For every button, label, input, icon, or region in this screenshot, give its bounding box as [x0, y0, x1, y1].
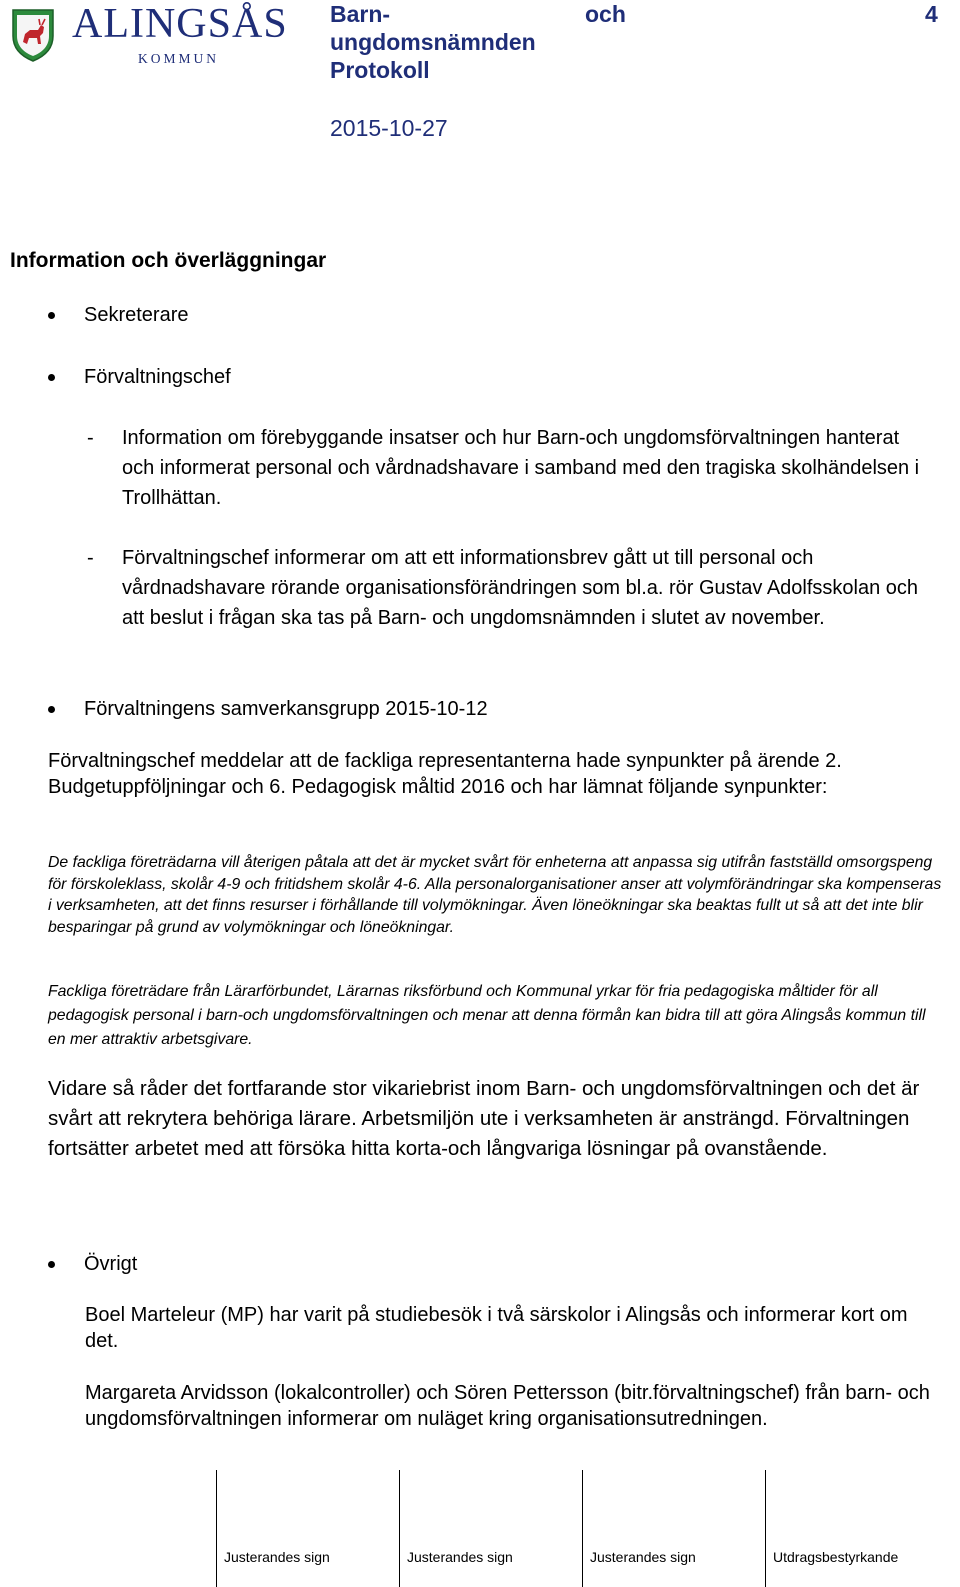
bullet-icon [48, 1261, 55, 1268]
dash-item-text: Information om förebyggande insatser och hur Barn-och ungdomsförvaltningen hanterat och informerat personal och vårdnadshavare i samband med den tragiska skolhändelsen i Trollhättan. [122, 427, 920, 509]
study-visit-paragraph: Boel Marteleur (MP) har varit på studiebesök i två särskolor i Alingsås och informerar kort om det. [85, 1304, 908, 1352]
signature-field-3-label: Justerandes sign [590, 1549, 696, 1565]
signature-divider [216, 1470, 217, 1587]
bullet-icon [48, 374, 55, 381]
section-heading: Information och överläggningar [10, 249, 327, 272]
meeting-date: 2015-10-27 [330, 115, 448, 141]
document-title-conjunction: och [585, 1, 626, 27]
signature-divider [765, 1470, 766, 1587]
bullet-icon [48, 312, 55, 319]
document-title: Barn- ungdomsnämnden Protokoll [330, 1, 536, 83]
logo-subtitle: KOMMUN [138, 51, 220, 66]
organisation-review-paragraph: Margareta Arvidsson (lokalcontroller) och Sören Pettersson (bitr.förvaltningschef) från barn- och ungdomsförvaltningen informerar om nuläget kring organisationsutredningen. [85, 1382, 930, 1430]
signature-field-1-label: Justerandes sign [224, 1549, 330, 1565]
union-statement-paragraph: De fackliga företrädarna vill återigen påtala att det är mycket svårt för enheterna att anpassa sig utifrån fastställd omsorgspeng för förskoleklass, skolår 4-9 och fritidshem skolår 4-6. Alla personalorganisationer anser att volymförändringar ska kompenseras i verksamheten, att det finns resurser i förhållande till volymökningar. Även löneökningar ska beaktas fullt ut så att det inte blir besparingar på grund av volymökningar och löneökningar. [48, 854, 942, 936]
dash-marker: - [87, 427, 94, 449]
union-proposal-paragraph: Fackliga företrädare från Lärarförbundet, Lärarnas riksförbund och Kommunal yrkar för fria pedagogiska måltider för all pedagogisk personal i barn-och ungdomsförvaltningen och menar att denna förmån kan bidra till att göra Alingsås kommun till en mer attraktiv arbetsgivare. [48, 983, 926, 1048]
samverkan-paragraph: Förvaltningschef meddelar att de fackliga representanterna hade synpunkter på ärende 2. Budgetuppföljningar och 6. Pedagogisk måltid 2016 och har lämnat följande synpunkter: [48, 750, 842, 798]
bullet-text: Övrigt [84, 1253, 138, 1275]
substitute-shortage-paragraph: Vidare så råder det fortfarande stor vikariebrist inom Barn- och ungdomsförvaltningen och det är svårt att rekrytera behöriga lärare. Arbetsmiljön ute i verksamheten är ansträngd. Förvaltningen fortsätter arbetet med att försöka hitta korta-och långvariga lösningar på ovanstående. [48, 1077, 920, 1160]
signature-field-2-label: Justerandes sign [407, 1549, 513, 1565]
bullet-text: Förvaltningschef [84, 366, 231, 388]
signature-divider [399, 1470, 400, 1587]
dash-marker: - [87, 547, 94, 569]
municipality-logo [10, 2, 300, 68]
logo-wordmark: ALINGSÅS [72, 1, 288, 47]
bullet-icon [48, 706, 55, 713]
signature-divider [582, 1470, 583, 1587]
page-number: 4 [925, 1, 938, 27]
coat-of-arms-icon [10, 6, 56, 62]
extract-certification-label: Utdragsbestyrkande [773, 1549, 899, 1565]
bullet-text: Sekreterare [84, 304, 189, 326]
dash-item-text: Förvaltningschef informerar om att ett informationsbrev gått ut till personal och vårdnadshavare rörande organisationsförändringen som bl.a. rör Gustav Adolfsskolan och att beslut i frågan ska tas på Barn- och ungdomsnämnden i slutet av november. [122, 547, 919, 629]
bullet-text: Förvaltningens samverkansgrupp 2015-10-12 [84, 698, 488, 720]
